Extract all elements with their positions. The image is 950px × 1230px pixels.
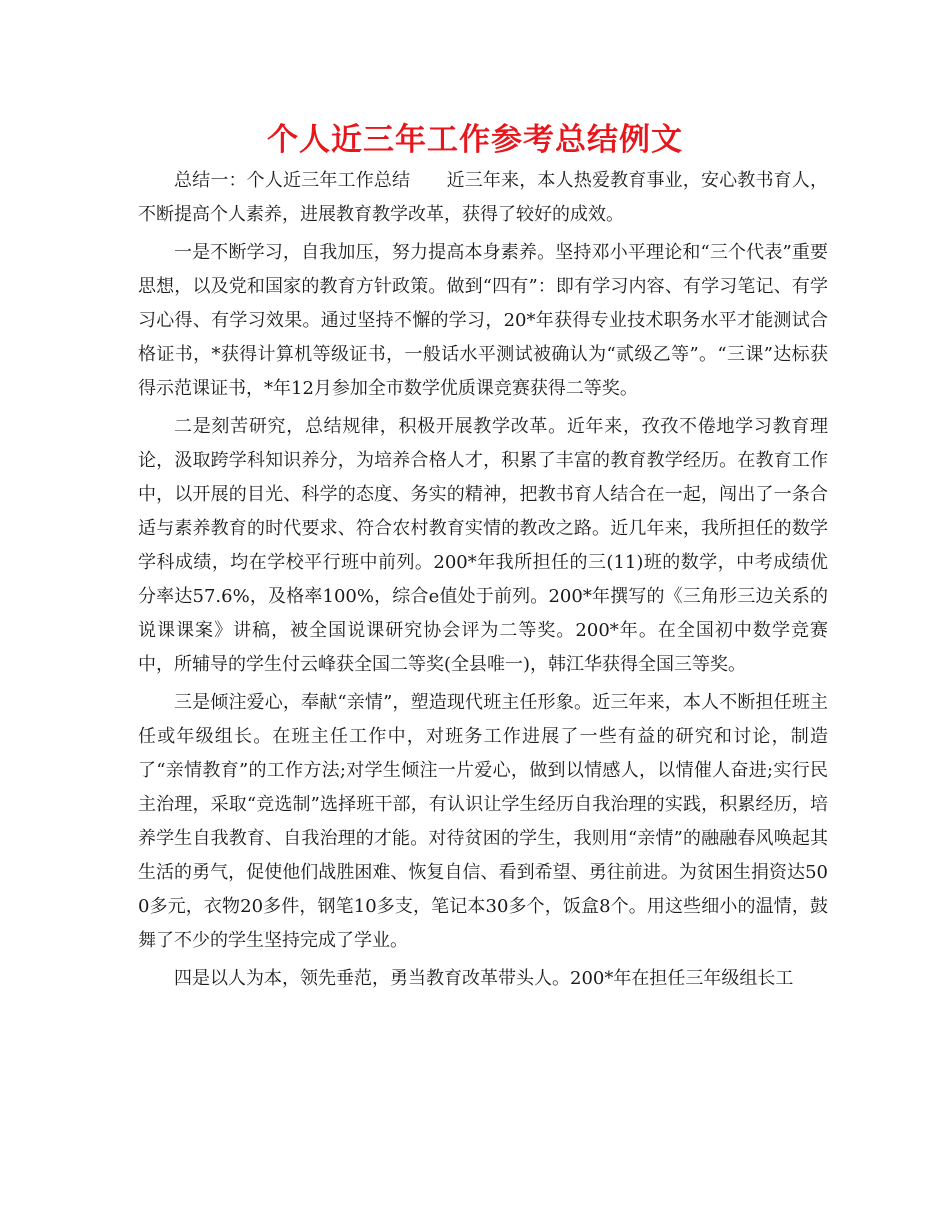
paragraph-leadership: 四是以人为本，领先垂范，勇当教育改革带头人。200*年在担任三年级组长工: [174, 968, 794, 989]
paragraph-research: 二是刻苦研究，总结规律，积极开展教学改革。近年来，孜孜不倦地学习教育理论，汲取跨学科知识养分，为培养合格人才，积累了丰富的教育教学经历。在教育工作中，以开展的目光、科学的态度、务实的精神，把教书育人结合在一起，闯出了一条合适与素养教育的时代要求、符合农村教育实情的教改之路。近几年来，我所担任的数学学科成绩，均在学校平行班中前列。200*年我所担任的三(11)班的数学，中考成绩优分率达57.6%，及格率100%，综合e值处于前列。200*年撰写的《三角形三边关系的说课课案》讲稿，被全国说课研究协会评为二等奖。200*年。在全国初中数学竞赛中，所辅导的学生付云峰获全国二等奖(全县唯一)，韩江华获得全国三等奖。: [138, 416, 828, 675]
paragraph-intro: 总结一：个人近三年工作总结 近三年来，本人热爱教育事业，安心教书育人，不断提高个人素养，进展教育教学改革，获得了较好的成效。: [138, 170, 828, 225]
paragraph-care: 三是倾注爱心，奉献“亲情”，塑造现代班主任形象。近三年来，本人不断担任班主任或年级组长。在班主任工作中，对班务工作进展了一些有益的研究和讨论，制造了“亲情教育”的工作方法;对学生倾注一片爱心，做到以情感人，以情催人奋进;实行民主治理，采取“竞选制”选择班干部，有认识让学生经历自我治理的实践，积累经历，培养学生自我教育、自我治理的才能。对待贫困的学生，我则用“亲情”的融融春风唤起其生活的勇气，促使他们战胜困难、恢复自信、看到希望、勇往前进。为贫困生捐资达500多元，衣物20多件，钢笔10多支，笔记本30多个，饭盒8个。用这些细小的温情，鼓舞了不少的学生坚持完成了学业。: [138, 692, 828, 951]
document-title: 个人近三年工作参考总结例文: [267, 122, 683, 158]
document-body: [138, 164, 828, 1000]
paragraph-study: 一是不断学习，自我加压，努力提高本身素养。坚持邓小平理论和“三个代表”重要思想，以及党和国家的教育方针政策。做到“四有”：即有学习内容、有学习笔记、有学习心得、有学习效果。通过坚持不懈的学习，20*年获得专业技术职务水平才能测试合格证书，*获得计算机等级证书，一般话水平测试被确认为“贰级乙等”。“三课”达标获得示范课证书，*年12月参加全市数学优质课竞赛获得二等奖。: [138, 242, 828, 399]
